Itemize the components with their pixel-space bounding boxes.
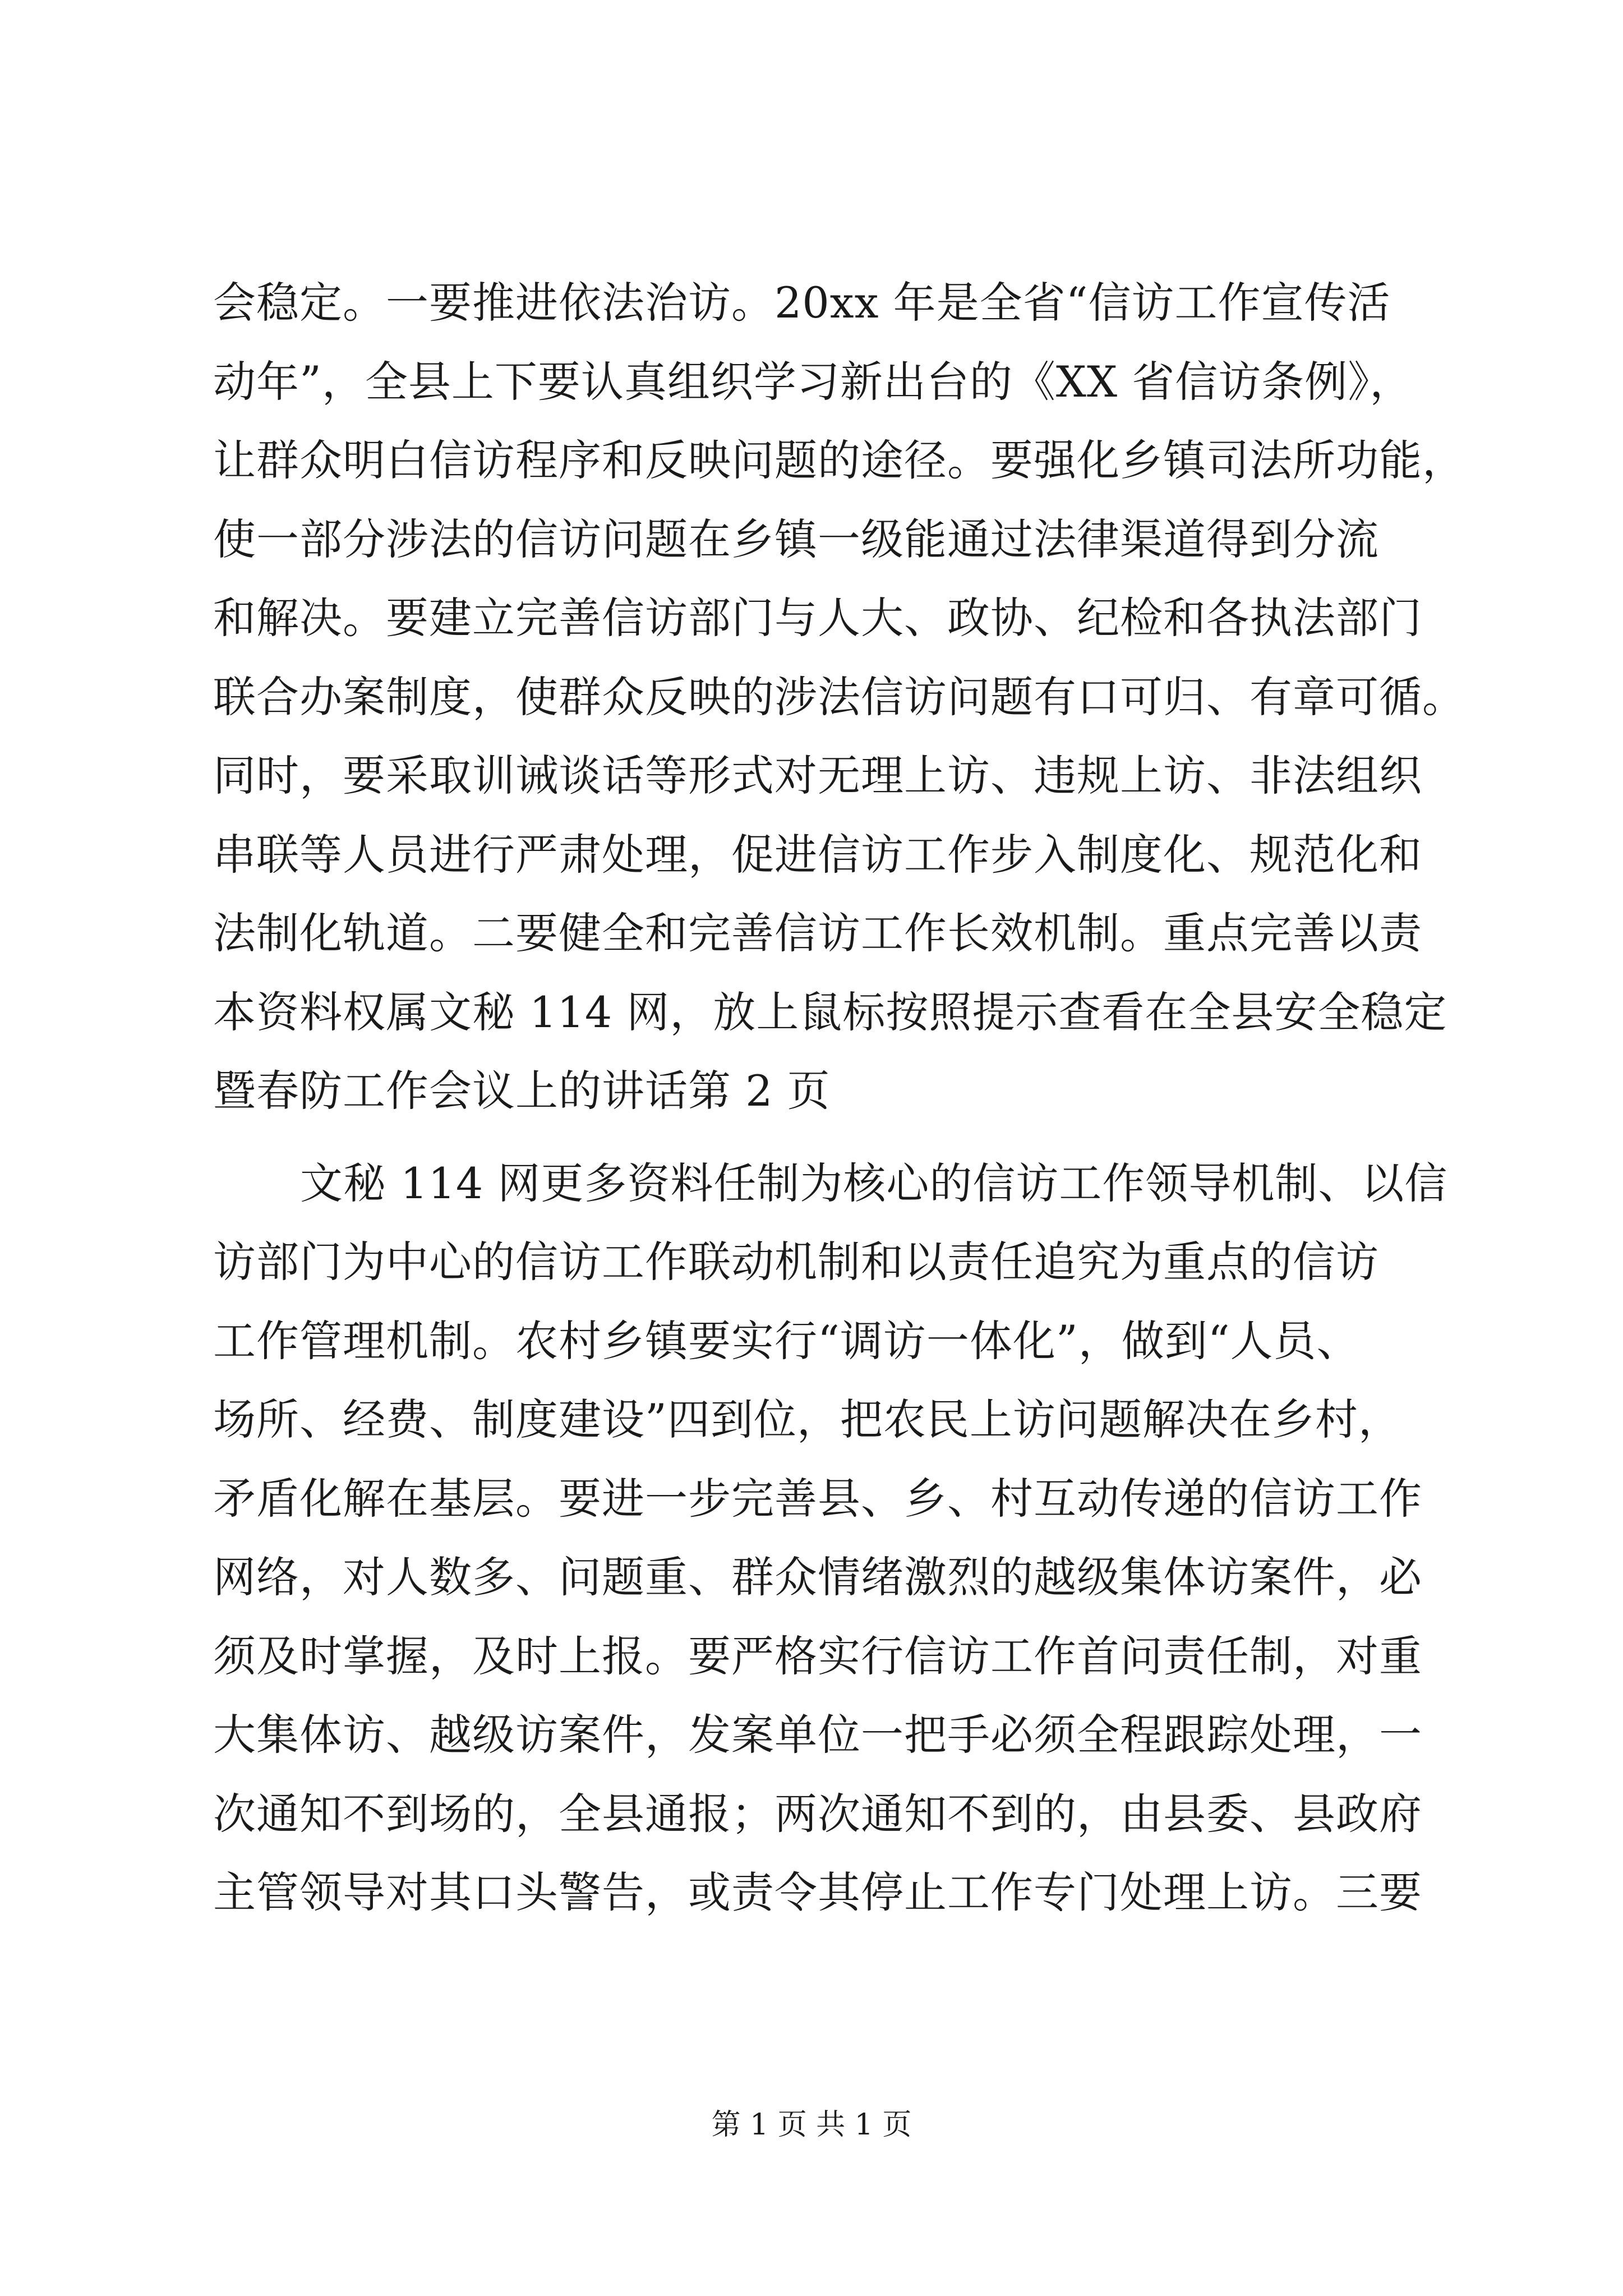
text-line: 访部门为中心的信访工作联动机制和以责任追究为重点的信访 bbox=[213, 1237, 1379, 1287]
text-line: 大集体访、越级访案件，发案单位一把手必须全程跟踪处理，一 bbox=[213, 1710, 1422, 1760]
text-line: 法制化轨道。二要健全和完善信访工作长效机制。重点完善以责 bbox=[213, 908, 1422, 958]
document-body bbox=[213, 264, 1464, 1932]
page-number-label: 第 1 页 共 1 页 bbox=[711, 2108, 912, 2142]
text-line-indented: 文秘 114 网更多资料任制为核心的信访工作领导机制、以信 bbox=[300, 1158, 1448, 1208]
text-line: 和解决。要建立完善信访部门与人大、政协、纪检和各执法部门 bbox=[213, 593, 1422, 643]
text-line: 次通知不到场的，全县通报；两次通知不到的，由县委、县政府 bbox=[213, 1788, 1422, 1839]
text-line: 动年”，全县上下要认真组织学习新出台的《XX 省信访条例》， bbox=[213, 356, 1413, 407]
text-line: 工作管理机制。农村乡镇要实行“调访一体化”，做到“人员、 bbox=[213, 1315, 1360, 1366]
text-line: 使一部分涉法的信访问题在乡镇一级能通过法律渠道得到分流 bbox=[213, 514, 1379, 564]
paragraph-spacer bbox=[213, 1131, 1464, 1144]
paragraph-1 bbox=[213, 264, 1464, 1131]
text-line: 联合办案制度，使群众反映的涉法信访问题有口可归、有章可循。 bbox=[213, 671, 1465, 722]
text-line: 同时，要采取训诫谈话等形式对无理上访、违规上访、非法组织 bbox=[213, 751, 1422, 800]
text-line: 网络，对人数多、问题重、群众情绪激烈的越级集体访案件，必 bbox=[213, 1552, 1422, 1602]
text-line: 本资料权属文秘 114 网，放上鼠标按照提示查看在全县安全稳定 bbox=[213, 987, 1447, 1037]
page-footer bbox=[0, 2101, 1623, 2143]
text-line: 场所、经费、制度建设”四到位，把农民上访问题解决在乡村， bbox=[213, 1395, 1401, 1444]
text-line: 串联等人员进行严肃处理，促进信访工作步入制度化、规范化和 bbox=[213, 829, 1422, 880]
text-line: 会稳定。一要推进依法治访。20xx 年是全省“信访工作宣传活 bbox=[213, 278, 1391, 328]
text-line: 矛盾化解在基层。要进一步完善县、乡、村互动传递的信访工作 bbox=[213, 1473, 1422, 1524]
text-line: 须及时掌握，及时上报。要严格实行信访工作首问责任制，对重 bbox=[213, 1631, 1422, 1681]
paragraph-2 bbox=[213, 1144, 1464, 1932]
text-line: 暨春防工作会议上的讲话第 2 页 bbox=[213, 1066, 831, 1116]
text-line: 主管领导对其口头警告，或责令其停止工作专门处理上访。三要 bbox=[213, 1867, 1422, 1917]
text-line: 让群众明白信访程序和反映问题的途径。要强化乡镇司法所功能， bbox=[213, 435, 1465, 485]
